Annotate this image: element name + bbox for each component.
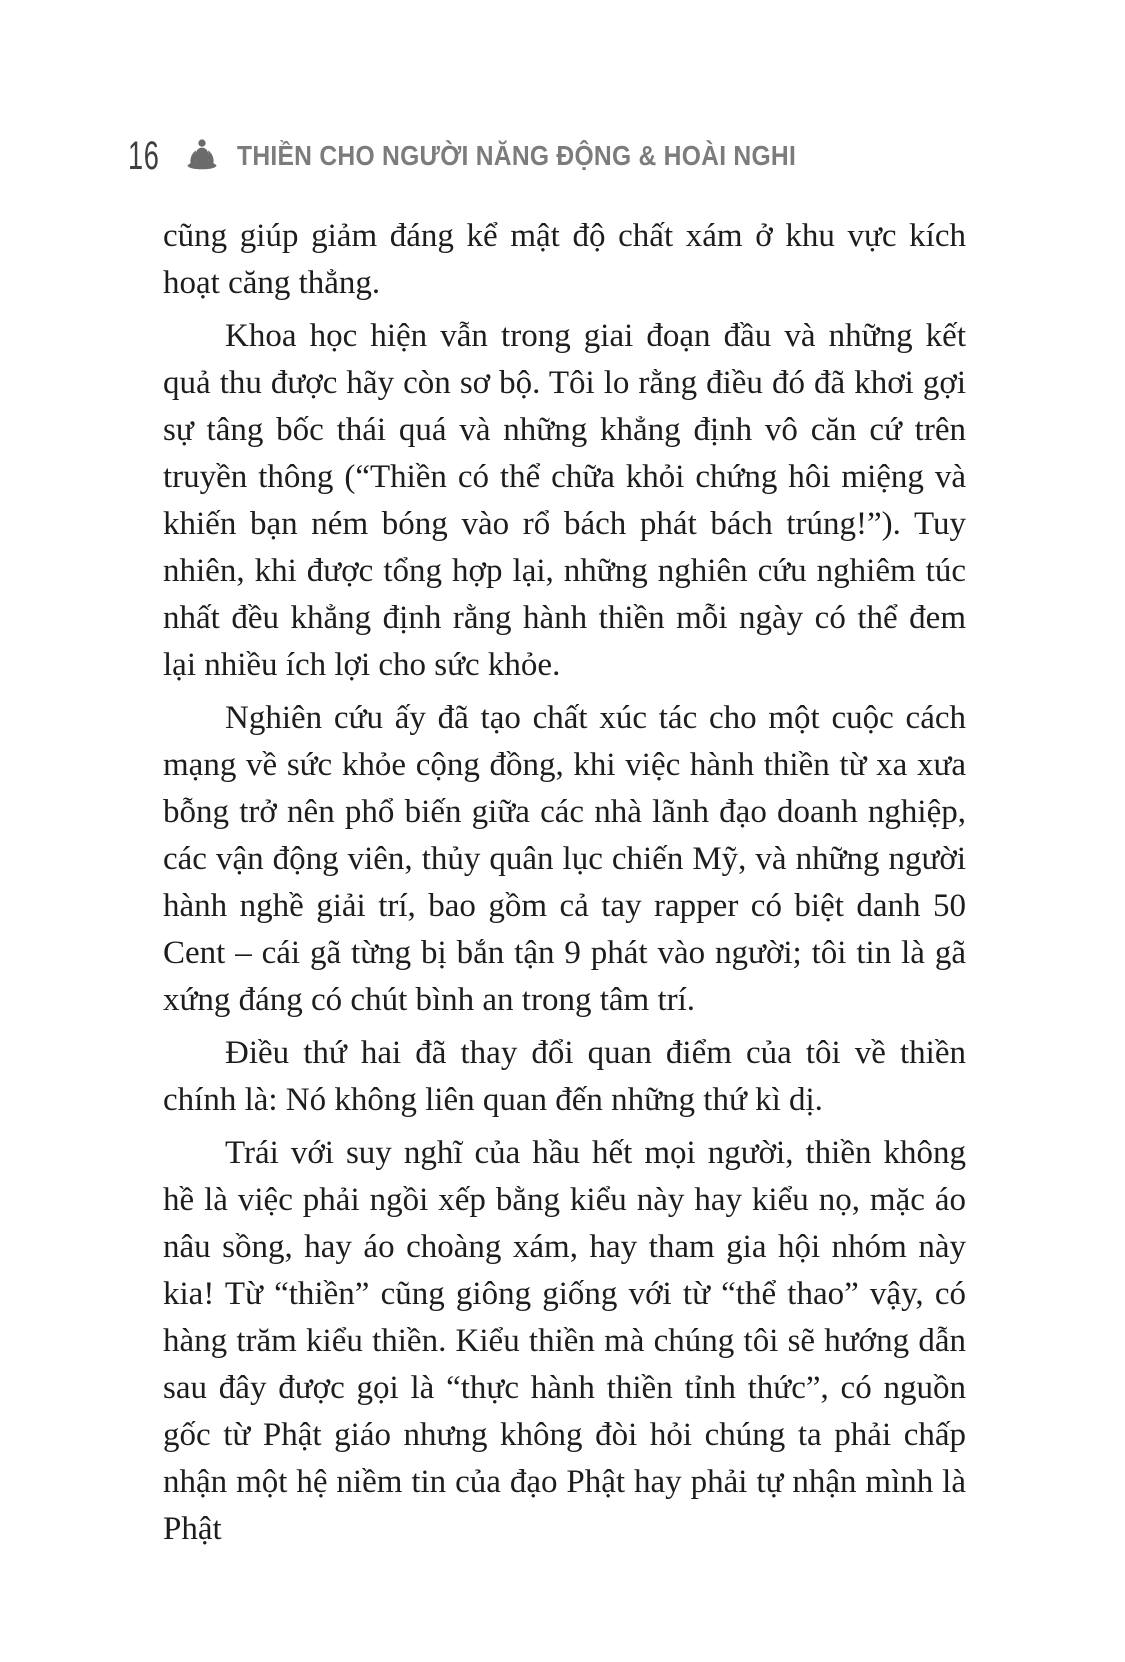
paragraph: Khoa học hiện vẫn trong giai đoạn đầu và những kết quả thu được hãy còn sơ bộ. Tôi lo rằng điều đó đã khơi gợi sự tâng bốc thái quá và những khẳng định vô căn cứ trên truyền thông (“Thiền có thể chữa khỏi chứng hôi miệng và khiến bạn ném bóng vào rổ bách phát bách trúng!”). Tuy nhiên, khi được tổng hợp lại, những nghiên cứu nghiêm túc nhất đều khẳng định rằng hành thiền mỗi ngày có thể đem lại nhiều ích lợi cho sức khỏe. <box>163 318 966 683</box>
page-number: 16 <box>128 134 160 178</box>
running-title: THIỀN CHO NGƯỜI NĂNG ĐỘNG & HOÀI NGHI <box>236 140 796 171</box>
paragraph: Nghiên cứu ấy đã tạo chất xúc tác cho một cuộc cách mạng về sức khỏe cộng đồng, khi việc hành thiền từ xa xưa bỗng trở nên phổ biến giữa các nhà lãnh đạo doanh nghiệp, các vận động viên, thủy quân lục chiến Mỹ, và những người hành nghề giải trí, bao gồm cả tay rapper có biệt danh 50 Cent – cái gã từng bị bắn tận 9 phát vào người; tôi tin là gã xứng đáng có chút bình an trong tâm trí. <box>163 700 966 1018</box>
text-block <box>163 213 966 1559</box>
meditating-person-icon <box>183 136 221 176</box>
paragraph: Điều thứ hai đã thay đổi quan điểm của tôi về thiền chính là: Nó không liên quan đến những thứ kì dị. <box>163 1035 966 1118</box>
paragraph: cũng giúp giảm đáng kể mật độ chất xám ở khu vực kích hoạt căng thẳng. <box>163 218 966 301</box>
page-header <box>128 134 872 178</box>
paragraph: Trái với suy nghĩ của hầu hết mọi người, thiền không hề là việc phải ngồi xếp bằng kiểu này hay kiểu nọ, mặc áo nâu sồng, hay áo choàng xám, hay tham gia hội nhóm này kia! Từ “thiền” cũng giông giống với từ “thể thao” vậy, có hàng trăm kiểu thiền. Kiểu thiền mà chúng tôi sẽ hướng dẫn sau đây được gọi là “thực hành thiền tỉnh thức”, có nguồn gốc từ Phật giáo nhưng không đòi hỏi chúng ta phải chấp nhận một hệ niềm tin của đạo Phật hay phải tự nhận mình là Phật <box>163 1135 966 1547</box>
